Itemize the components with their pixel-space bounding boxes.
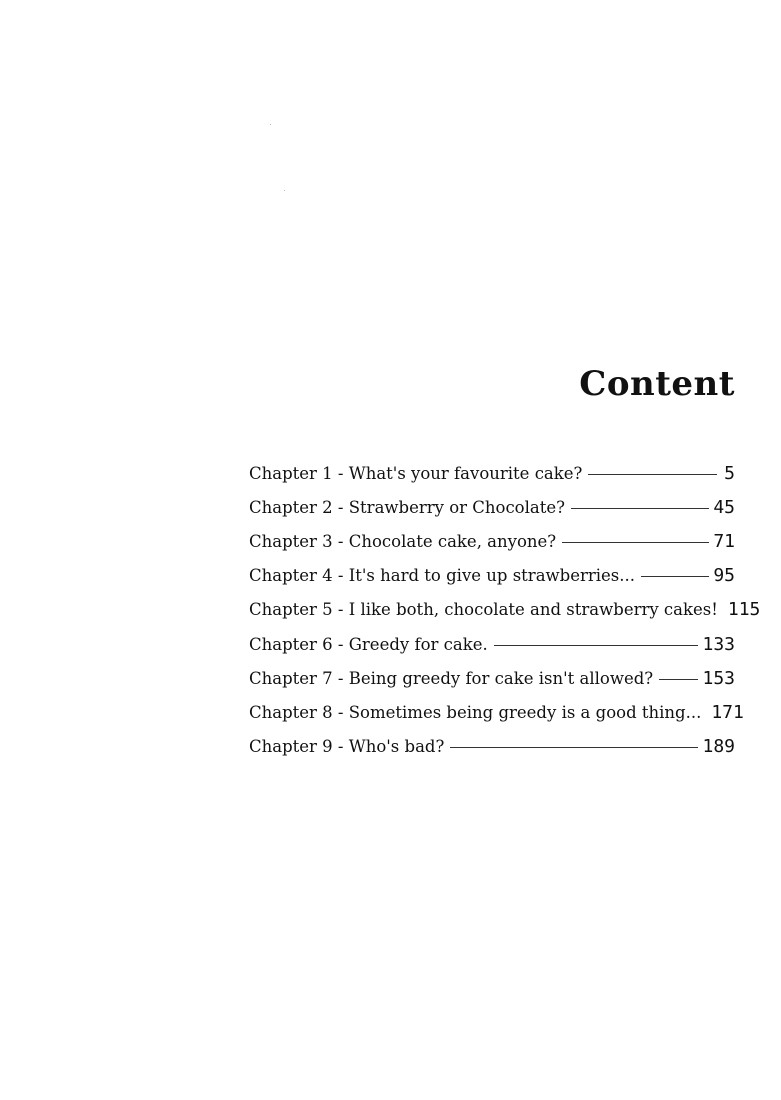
page-number: 5 — [724, 462, 735, 484]
toc-entry — [249, 695, 744, 729]
page-number: 189 — [702, 736, 735, 758]
toc-entry — [249, 559, 735, 593]
toc-entry — [249, 456, 735, 490]
leader-line — [659, 679, 698, 680]
toc-entry — [249, 490, 735, 524]
page-title: Content — [579, 364, 735, 404]
toc-entry — [249, 524, 735, 558]
leader-line — [450, 747, 698, 748]
leader-line — [588, 474, 717, 475]
table-of-contents — [249, 456, 761, 764]
page-number: 133 — [702, 633, 735, 655]
chapter-title: Chapter 3 - Chocolate cake, anyone? — [249, 531, 557, 551]
page-number: 153 — [702, 667, 735, 689]
paper-speck — [284, 190, 285, 191]
page-number: 171 — [711, 701, 744, 723]
page-number: 95 — [713, 565, 735, 587]
chapter-title: Chapter 5 - I like both, chocolate and strawberry cakes! — [249, 600, 718, 620]
chapter-title: Chapter 9 - Who's bad? — [249, 737, 445, 757]
toc-entry — [249, 661, 735, 695]
page-number: 71 — [713, 530, 735, 552]
page-number: 45 — [713, 496, 735, 518]
chapter-title: Chapter 4 - It's hard to give up strawberries... — [249, 566, 636, 586]
leader-line — [562, 542, 709, 543]
toc-entry — [249, 730, 735, 764]
chapter-title: Chapter 7 - Being greedy for cake isn't allowed? — [249, 668, 654, 688]
page-number: 115 — [727, 599, 761, 621]
chapter-title: Chapter 1 - What's your favourite cake? — [249, 463, 583, 483]
leader-line — [571, 508, 709, 509]
chapter-title: Chapter 6 - Greedy for cake. — [249, 634, 488, 654]
leader-line — [641, 576, 709, 577]
leader-line — [494, 645, 699, 646]
paper-speck — [270, 124, 271, 125]
chapter-title: Chapter 8 - Sometimes being greedy is a good thing... — [249, 702, 702, 722]
chapter-title: Chapter 2 - Strawberry or Chocolate? — [249, 497, 565, 517]
toc-entry — [249, 627, 735, 661]
toc-entry — [249, 593, 761, 627]
